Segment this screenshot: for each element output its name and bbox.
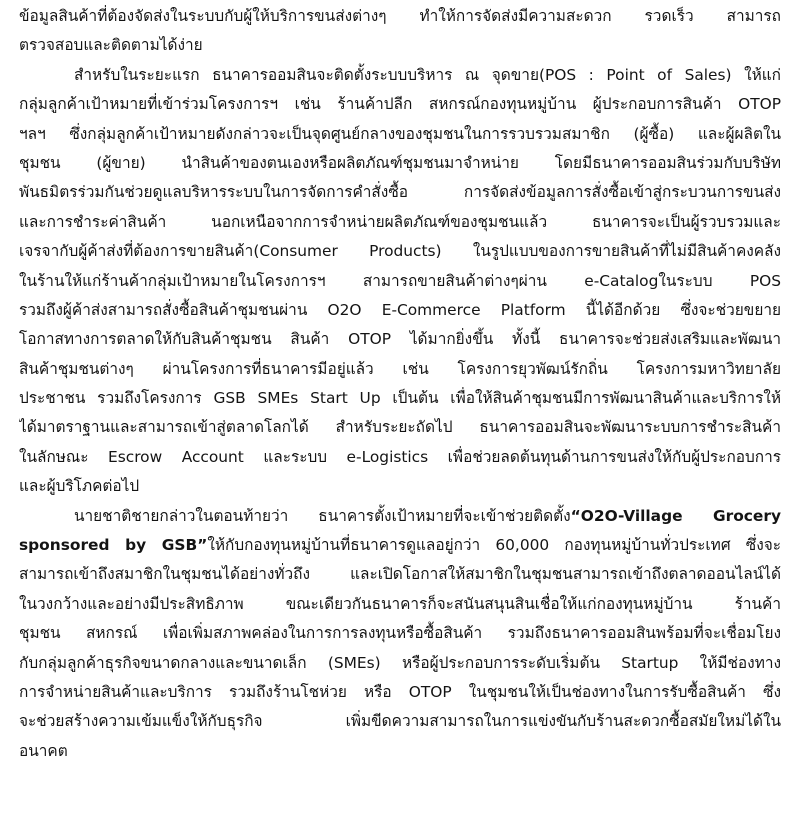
text-line: อนาคต bbox=[19, 741, 68, 760]
bold-project-name: “O2O-Village Grocery bbox=[570, 506, 781, 525]
text-line: สินค้าชุมชนต่างๆ ผ่านโครงการที่ธนาคารมีอยู่แล้ว เช่น โครงการยุวพัฒน์รักถิ่น โครงการมหาวิทยาลัย bbox=[19, 359, 781, 378]
text-run: ให้กับกองทุนหมู่บ้านที่ธนาคารดูแลอยู่กว่า 60,000 กองทุนหมู่บ้านทั่วประเทศ ซึ่งจะ bbox=[207, 536, 781, 555]
text-line: ได้มาตราฐานและสามารถเข้าสู่ตลาดโลกได้ สำหรับระยะถัดไป ธนาคารออมสินจะพัฒนาระบบการชำระสินค้า bbox=[19, 418, 781, 437]
text-line bbox=[19, 502, 781, 531]
text-line: ชุมชน (ผู้ขาย) นำสินค้าของตนเองหรือผลิตภัณฑ์ชุมชนมาจำหน่าย โดยมีธนาคารออมสินร่วมกับบริษัท bbox=[19, 153, 781, 172]
paragraph-pos-plan bbox=[19, 61, 781, 502]
text-line: จะช่วยสร้างความเข้มแข็งให้กับธุรกิจ เพิ่มขีดความสามารถในการแข่งขันกับร้านสะดวกซื้อสมัยใหม่ได้ใน bbox=[19, 712, 781, 731]
text-line: และการชำระค่าสินค้า นอกเหนือจากการจำหน่ายผลิตภัณฑ์ของชุมชนแล้ว ธนาคารจะเป็นผู้รวบรวมและ bbox=[19, 212, 781, 231]
text-line: พันธมิตรร่วมกันช่วยดูแลบริหารระบบในการจัดการคำสั่งซื้อ การจัดส่งข้อมูลการสั่งซื้อเข้าสู่กระบวนการขนส่ง bbox=[19, 183, 781, 202]
text-line: ประชาชน รวมถึงโครงการ GSB SMEs Start Up เป็นต้น เพื่อให้สินค้าชุมชนมีการพัฒนาสินค้าและบริการให้ bbox=[19, 389, 781, 408]
text-line: สามารถเข้าถึงสมาชิกในชุมชนได้อย่างทั่วถึง และเปิดโอกาสให้สมาชิกในชุมชนสามารถเข้าถึงตลาดออนไลน์ได้ bbox=[19, 565, 781, 584]
text-line: โอกาสทางการตลาดให้กับสินค้าชุมชน สินค้า OTOP ได้มากยิ่งขึ้น ทั้งนี้ ธนาคารจะช่วยส่งเสริมและพัฒนา bbox=[19, 330, 781, 349]
bold-project-name: sponsored by GSB” bbox=[19, 536, 208, 555]
text-line: ในวงกว้างและอย่างมีประสิทธิภาพ ขณะเดียวกันธนาคารก็จะสนันสนุนสินเชื่อให้แก่กองทุนหมู่บ้าน ร้านค้า bbox=[19, 594, 781, 613]
text-line: กับกลุ่มลูกค้าธุรกิจขนาดกลางและขนาดเล็ก (SMEs) หรือผู้ประกอบการระดับเริ่มต้น Startup ให้มีช่องทาง bbox=[19, 653, 781, 672]
text-line: ฯลฯ ซึ่งกลุ่มลูกค้าเป้าหมายดังกล่าวจะเป็นจุดศูนย์กลางของชุมชนในการรวบรวมสมาชิก (ผู้ซื้อ) และผู้ผลิตใน bbox=[19, 124, 781, 143]
text-line: ในลักษณะ Escrow Account และระบบ e-Logistics เพื่อช่วยลดต้นทุนด้านการขนส่งให้กับผู้ประกอบการ bbox=[19, 447, 781, 466]
paragraph-intro-tail bbox=[19, 2, 781, 61]
text-line: ตรวจสอบและติดตามได้ง่าย bbox=[19, 36, 203, 55]
text-line: การจำหน่ายสินค้าและบริการ รวมถึงร้านโชห่วย หรือ OTOP ในชุมชนให้เป็นช่องทางในการรับซื้อสินค้า ซึ่ง bbox=[19, 682, 781, 701]
text-line: และผู้บริโภคต่อไป bbox=[19, 477, 140, 496]
text-line: กลุ่มลูกค้าเป้าหมายที่เข้าร่วมโครงการฯ เช่น ร้านค้าปลีก สหกรณ์กองทุนหมู่บ้าน ผู้ประกอบการสินค้า OTOP bbox=[19, 95, 781, 114]
article-body bbox=[19, 2, 781, 766]
text-run: นายชาติชายกล่าวในตอนท้ายว่า ธนาคารตั้งเป้าหมายที่จะเข้าช่วยติดตั้ง bbox=[74, 506, 571, 525]
text-line: สำหรับในระยะแรก ธนาคารออมสินจะติดตั้งระบบบริหาร ณ จุดขาย(POS : Point of Sales) ให้แก่ bbox=[74, 65, 781, 84]
text-line: รวมถึงผู้ค้าส่งสามารถสั่งซื้อสินค้าชุมชนผ่าน O2O E-Commerce Platform นี้ได้อีกด้วย ซึ่งจะช่วยขยาย bbox=[19, 300, 781, 319]
text-line: เจรจากับผู้ค้าส่งที่ต้องการขายสินค้า(Consumer Products) ในรูปแบบของการขายสินค้าที่ไม่มีสินค้าคงคลัง bbox=[19, 242, 781, 261]
text-line: ชุมชน สหกรณ์ เพื่อเพิ่มสภาพคล่องในการการลงทุนหรือซื้อสินค้า รวมถึงธนาคารออมสินพร้อมที่จะเชื่อมโยง bbox=[19, 624, 781, 643]
text-line: ในร้านให้แก่ร้านค้ากลุ่มเป้าหมายในโครงการฯ สามารถขายสินค้าต่างๆผ่าน e-Catalogในระบบ POS bbox=[19, 271, 781, 290]
text-line bbox=[19, 531, 781, 560]
paragraph-target-statement bbox=[19, 502, 781, 767]
text-line: ข้อมูลสินค้าที่ต้องจัดส่งในระบบกับผู้ให้บริการขนส่งต่างๆ ทำให้การจัดส่งมีความสะดวก รวดเร็ว สามารถ bbox=[19, 7, 781, 25]
